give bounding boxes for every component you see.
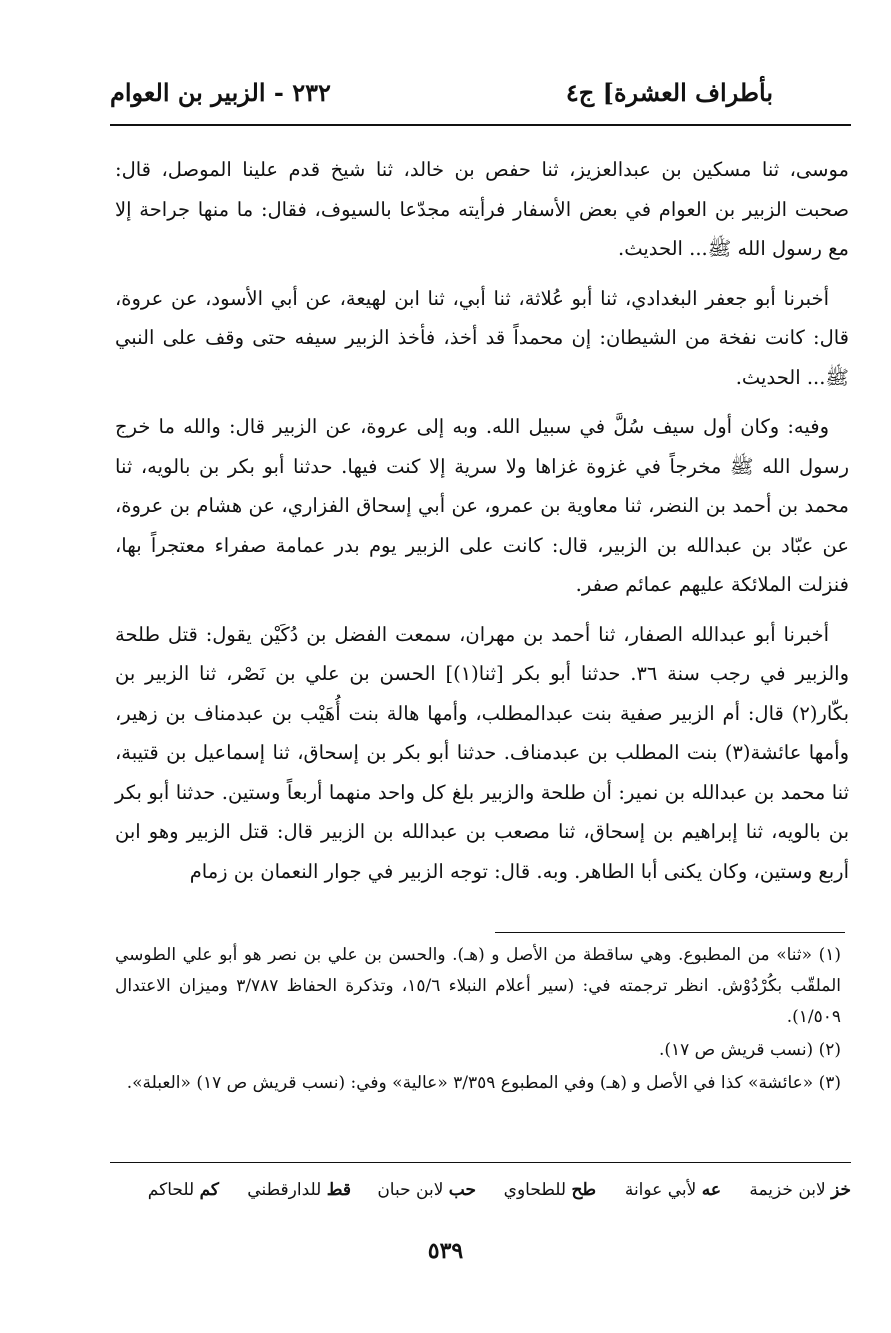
footnote-rule	[495, 932, 845, 933]
abbreviation-item	[749, 1180, 851, 1200]
paragraph: أخبرنا أبو جعفر البغدادي، ثنا أبو عُلاثة، ثنا أبي، ثنا ابن لهيعة، عن أبي الأسود، عن عروة، قال: كانت نفخة من الشيطان: إن محمداً قد أخذ، فأخذ الزبير سيفه حتى وقف على النبي ﷺ... الحديث.	[115, 286, 849, 389]
abbreviations-legend	[108, 1180, 851, 1210]
running-header	[110, 64, 773, 120]
paragraph: وفيه: وكان أول سيف سُلَّ في سبيل الله. وبه إلى عروة، عن الزبير قال: والله ما خرج رسول الله ﷺ مخرجاً في غزوة غزاها ولا سرية إلا كنت فيها. حدثنا أبو بكر بن بالويه، ثنا محمد بن أحمد بن النضر، ثنا معاوية بن عمرو، عن أبي إسحاق الفزاري، عن هشام بن عروة، عن عبّاد بن عبدالله بن الزبير، قال: كانت على الزبير يوم بدر عمامة صفراء معتجراً بها، فنزلت الملائكة عليهم عمائم صفر.	[115, 415, 849, 596]
footnote: (١) «ثنا» من المطبوع. وهي ساقطة من الأصل و (هـ). والحسن بن علي بن نصر هو أبو علي الطوسي الملقّب بكُرْدُوْش. انظر ترجمته في: (سير أعلام النبلاء ١٥/٦، وتذكرة الحفاظ ٣/٧٨٧ وميزان الاعتدال ١/٥٠٩).	[115, 945, 841, 1027]
abbreviation-name: لابن خزيمة	[749, 1180, 826, 1200]
abbreviation-name: للدارقطني	[247, 1180, 322, 1200]
section-title: ٢٣٢ - الزبير بن العوام	[110, 78, 331, 107]
header-rule	[110, 124, 851, 126]
abbreviation-code: حب	[448, 1180, 476, 1200]
book-title: بأطراف العشرة] ج٤	[565, 78, 773, 107]
footnote: (٢) (نسب قريش ص ١٧).	[658, 1040, 841, 1060]
main-text	[115, 150, 849, 901]
abbreviations-rule	[110, 1162, 851, 1163]
abbreviation-name: للحاكم	[147, 1180, 195, 1200]
abbreviation-item	[148, 1180, 219, 1200]
abbreviation-code: كم	[199, 1180, 219, 1200]
abbreviation-item	[504, 1180, 596, 1200]
abbreviation-name: للطحاوي	[503, 1180, 567, 1200]
abbreviation-item	[377, 1180, 476, 1200]
paragraph: موسى، ثنا مسكين بن عبدالعزيز، ثنا حفص بن خالد، ثنا شيخ قدم علينا الموصل، قال: صحبت الزبير بن العوام في بعض الأسفار فرأيته مجدّعا بالسيوف، فقال: ما منها جراحة إلا مع رسول الله ﷺ... الحديث.	[115, 158, 849, 260]
abbreviation-code: خز	[831, 1180, 851, 1200]
footnote: (٣) «عائشة» كذا في الأصل و (هـ) وفي المطبوع ٣/٣٥٩ «عالية» وفي: (نسب قريش ص ١٧) «العبلة».	[126, 1073, 841, 1093]
abbreviation-code: طح	[571, 1180, 596, 1200]
abbreviation-item	[625, 1180, 721, 1200]
abbreviation-item	[247, 1180, 351, 1200]
page-number: ٥٣٩	[427, 1238, 464, 1264]
abbreviation-code: قط	[326, 1180, 351, 1200]
paragraph: أخبرنا أبو عبدالله الصفار، ثنا أحمد بن مهران، سمعت الفضل بن دُكَيْن يقول: قتل طلحة والزبير في رجب سنة ٣٦. حدثنا أبو بكر [ثنا(١)] الحسن بن علي بن نَصْر، ثنا الزبير بن بكّار(٢) قال: أم الزبير صفية بنت عبدالمطلب، وأمها هالة بنت أُهَيْب بن عبدمناف بن زهير، وأمها عائشة(٣) بنت المطلب بن عبدمناف. حدثنا أبو بكر بن إسحاق، ثنا إسماعيل بن قتيبة، ثنا محمد بن عبدالله بن نمير: أن طلحة والزبير بلغ كل واحد منهما أربعاً وستين. حدثنا أبو بكر بن بالويه، ثنا إبراهيم بن إسحاق، ثنا مصعب بن عبدالله بن الزبير قال: قتل الزبير وهو ابن أربع وستين، وكان يكنى أبا الطاهر. وبه. قال: توجه الزبير في جوار النعمان بن زمام	[115, 622, 850, 883]
abbreviation-name: لابن حبان	[377, 1180, 444, 1200]
abbreviation-name: لأبي عوانة	[624, 1180, 697, 1200]
abbreviation-code: عه	[701, 1180, 721, 1200]
footnotes	[115, 940, 841, 1101]
